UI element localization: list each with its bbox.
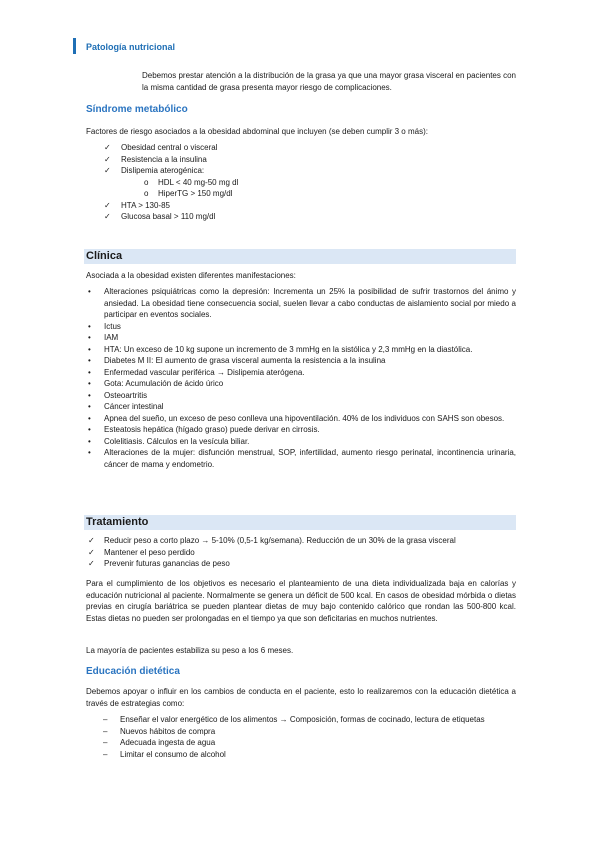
- dash-icon: –: [103, 738, 108, 747]
- bullet-icon: •: [88, 321, 91, 331]
- list-item: • Osteoartritis: [88, 390, 148, 400]
- list-item: ✓ Obesidad central o visceral: [104, 143, 218, 152]
- page-header-title: Patología nutricional: [86, 42, 176, 52]
- dash-icon: –: [103, 726, 108, 736]
- educacion-lead: Debemos apoyar o influir en los cambios de conducta en el paciente, esto lo realizaremos con la educación dietética a través de estrategias como:: [86, 687, 516, 708]
- bullet-icon: •: [88, 367, 91, 377]
- list-item: • Gota: Acumulación de ácido úrico: [88, 379, 224, 388]
- sindrome-heading: Síndrome metabólico: [86, 104, 188, 115]
- list-item: ✓ Mantener el peso perdido: [88, 547, 195, 557]
- clinica-lead: Asociada a la obesidad existen diferentes manifestaciones:: [86, 271, 296, 280]
- circle-bullet-icon: o: [144, 189, 149, 198]
- bullet-icon: •: [88, 379, 91, 388]
- list-item: – Enseñar el valor energético de los alimentos → Composición, formas de cocinado, lectura de etiquetas: [103, 715, 485, 724]
- check-icon: ✓: [88, 559, 95, 568]
- list-item: ✓ HTA > 130-85: [104, 200, 170, 210]
- check-icon: ✓: [88, 536, 95, 545]
- list-item: • Cáncer intestinal: [88, 402, 164, 411]
- list-item: • Colelitiasis. Cálculos en la vesícula biliar.: [88, 436, 250, 446]
- bullet-icon: •: [88, 390, 91, 400]
- list-item: • Ictus: [88, 321, 121, 331]
- clinica-list: [88, 286, 516, 470]
- check-icon: ✓: [104, 200, 111, 210]
- tratamiento-paragraph-2: La mayoría de pacientes estabiliza su peso a los 6 meses.: [86, 646, 294, 655]
- list-item: • Esteatosis hepática (hígado graso) puede derivar en cirrosis.: [88, 425, 320, 434]
- circle-bullet-icon: o: [144, 177, 149, 187]
- bullet-icon: •: [88, 287, 91, 296]
- intro-paragraph: Debemos prestar atención a la distribución de la grasa ya que una mayor grasa visceral en pacientes con la misma cantidad de grasa presenta mayor riesgo de complicaciones.: [142, 71, 516, 92]
- bullet-icon: •: [88, 448, 91, 457]
- tratamiento-heading-bar: [84, 515, 516, 530]
- check-icon: ✓: [88, 547, 95, 557]
- clinica-heading-bar: [84, 249, 516, 264]
- list-item: – Limitar el consumo de alcohol: [103, 749, 226, 759]
- list-item: • Alteraciones psiquiátricas como la depresión: Incrementa un 25% la posibilidad de sufrir trastornos del ánimo y ansiedad. La obesidad tiene consecuencia social, suelen llevar a cabo conductas de aislamiento social por miedo a participar en eventos sociales.: [88, 287, 516, 319]
- check-icon: ✓: [104, 154, 111, 164]
- list-item: ✓ Glucosa basal > 110 mg/dl: [104, 212, 216, 221]
- list-item: • Diabetes M II: El aumento de grasa visceral aumenta la resistencia a la insulina: [88, 356, 386, 365]
- dash-icon: –: [103, 749, 108, 759]
- list-item: ✓ Prevenir futuras ganancias de peso: [88, 559, 230, 568]
- bullet-icon: •: [88, 356, 91, 365]
- list-item: ✓ Dislipemia aterogénica:: [104, 166, 205, 175]
- dash-icon: –: [103, 715, 108, 724]
- list-item: ✓ Reducir peso a corto plazo → 5-10% (0,5-1 kg/semana). Reducción de un 30% de la grasa visceral: [88, 536, 456, 545]
- list-item: • Apnea del sueño, un exceso de peso conlleva una hipoventilación. 40% de los individuos con SAHS son obesos.: [88, 413, 505, 423]
- bullet-icon: •: [88, 402, 91, 411]
- tratamiento-paragraph-1: Para el cumplimiento de los objetivos es necesario el planteamiento de una dieta individualizada baja en calorías y educación nutricional al paciente. Normalmente se genera un déficit de 500 kcal. En casos de obesidad mórbida o dietas previas en cirugía bariátrica se pueden plantear dietas de muy bajo contenido calórico que rondan las 500-800 kcal. Estas dietas no pueden ser prolongadas en el tiempo ya que son deficitarias en muchos nutrientes.: [86, 579, 516, 623]
- sindrome-list: [104, 142, 504, 223]
- sub-list-item: o HiperTG > 150 mg/dl: [144, 189, 233, 198]
- list-item: – Adecuada ingesta de agua: [103, 738, 216, 747]
- check-icon: ✓: [104, 143, 111, 152]
- check-icon: ✓: [104, 212, 111, 221]
- bullet-icon: •: [88, 333, 91, 342]
- list-item: ✓ Resistencia a la insulina: [104, 154, 207, 164]
- header-accent-bar: [73, 38, 76, 54]
- check-icon: ✓: [104, 166, 111, 175]
- list-item: – Nuevos hábitos de compra: [103, 726, 216, 736]
- sindrome-lead: Factores de riesgo asociados a la obesidad abdominal que incluyen (se deben cumplir 3 o más):: [86, 127, 428, 136]
- tratamiento-list: [88, 535, 516, 570]
- list-item: • Alteraciones de la mujer: disfunción menstrual, SOP, infertilidad, aumento riesgo perinatal, incontinencia urinaria, cáncer de mama y endometrio.: [88, 448, 516, 469]
- tratamiento-heading: Tratamiento: [86, 516, 149, 528]
- bullet-icon: •: [88, 344, 91, 354]
- list-item: • Enfermedad vascular periférica → Dislipemia aterógena.: [88, 367, 305, 377]
- list-item: • HTA: Un exceso de 10 kg supone un incremento de 3 mmHg en la sistólica y 2,3 mmHg en la diastólica.: [88, 344, 473, 354]
- educacion-heading: Educación dietética: [86, 666, 180, 677]
- list-item: • IAM: [88, 333, 119, 342]
- educacion-list: [103, 714, 516, 760]
- bullet-icon: •: [88, 413, 91, 423]
- bullet-icon: •: [88, 436, 91, 446]
- clinica-heading: Clínica: [86, 250, 123, 262]
- bullet-icon: •: [88, 425, 91, 434]
- sub-list-item: o HDL < 40 mg-50 mg dl: [144, 177, 239, 187]
